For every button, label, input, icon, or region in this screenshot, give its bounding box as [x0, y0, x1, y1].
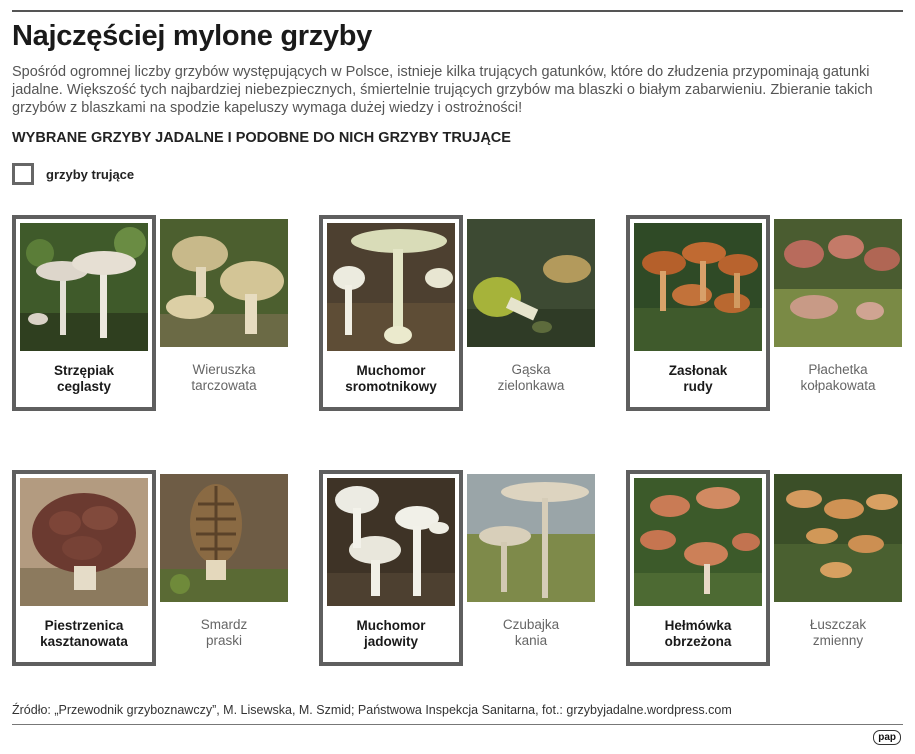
edible-card [160, 474, 288, 649]
luszczak-photo [774, 474, 902, 602]
legend-label: grzyby trujące [46, 166, 135, 182]
poisonous-name: Muchomor jadowity [356, 618, 426, 649]
edible-card [774, 474, 902, 649]
poisonous-name: Strzępiak ceglasty [53, 363, 115, 394]
pap-logo: pap [873, 730, 901, 745]
poisonous-card [12, 470, 156, 666]
poisonous-name: Zasłonak rudy [668, 363, 728, 394]
source-note: Źródło: „Przewodnik grzyboznawczy”, M. Lisewska, M. Szmid; Państwowa Inspekcja Sanitarna, fot.: grzybyjadalne.wordpress.com [12, 703, 732, 717]
legend-swatch [12, 163, 34, 185]
mushroom-pair-6 [626, 470, 902, 670]
wieruszka-photo [160, 219, 288, 347]
edible-name: Smardz praski [200, 617, 248, 648]
muchomor-jadowity-photo [327, 478, 455, 606]
poisonous-name: Hełmówka obrzeżona [664, 618, 732, 649]
zaslonak-photo [634, 223, 762, 351]
poisonous-name: Muchomor sromotnikowy [345, 363, 437, 394]
gaska-photo [467, 219, 595, 347]
mushroom-pair-2 [319, 215, 595, 415]
poisonous-card [12, 215, 156, 411]
mushroom-pair-1 [12, 215, 288, 415]
bottom-rule [12, 724, 903, 725]
edible-card [774, 219, 902, 394]
edible-card [160, 219, 288, 394]
edible-name: Łuszczak zmienny [809, 617, 867, 648]
plachetka-photo [774, 219, 902, 347]
top-rule [12, 10, 903, 12]
intro-text: Spośród ogromnej liczby grzybów występujących w Polsce, istnieje kilka trujących gatunków, które do złudzenia przypominają gatunki jadalne. Większość tych najbardziej niebezpiecznych, śmiertelnie trujących grzybów ma blaszki o białym zabarwieniu. Zbieranie takich grzybów z blaszkami na spodzie kapeluszy wymaga dużej wiedzy i ostrożności! [12, 64, 873, 116]
edible-card [467, 474, 595, 649]
mushroom-pair-3 [626, 215, 902, 415]
edible-name: Czubajka kania [502, 617, 560, 648]
czubajka-photo [467, 474, 595, 602]
strzepiak-photo [20, 223, 148, 351]
section-subheading: WYBRANE GRZYBY JADALNE I PODOBNE DO NICH GRZYBY TRUJĄCE [12, 130, 511, 146]
poisonous-card [626, 470, 770, 666]
mushroom-pair-5 [319, 470, 595, 670]
poisonous-card [626, 215, 770, 411]
helmowka-photo [634, 478, 762, 606]
edible-name: Gąska zielonkawa [497, 362, 565, 393]
piestrzenica-photo [20, 478, 148, 606]
poisonous-card [319, 215, 463, 411]
edible-card [467, 219, 595, 394]
legend [12, 163, 134, 185]
poisonous-name: Piestrzenica kasztanowata [40, 618, 128, 649]
edible-name: Płachetka kołpakowata [800, 362, 876, 393]
poisonous-card [319, 470, 463, 666]
muchomor-sromotnikowy-photo [327, 223, 455, 351]
smardz-photo [160, 474, 288, 602]
page-title: Najczęściej mylone grzyby [12, 20, 372, 52]
mushroom-pair-4 [12, 470, 288, 670]
edible-name: Wieruszka tarczowata [191, 362, 257, 393]
